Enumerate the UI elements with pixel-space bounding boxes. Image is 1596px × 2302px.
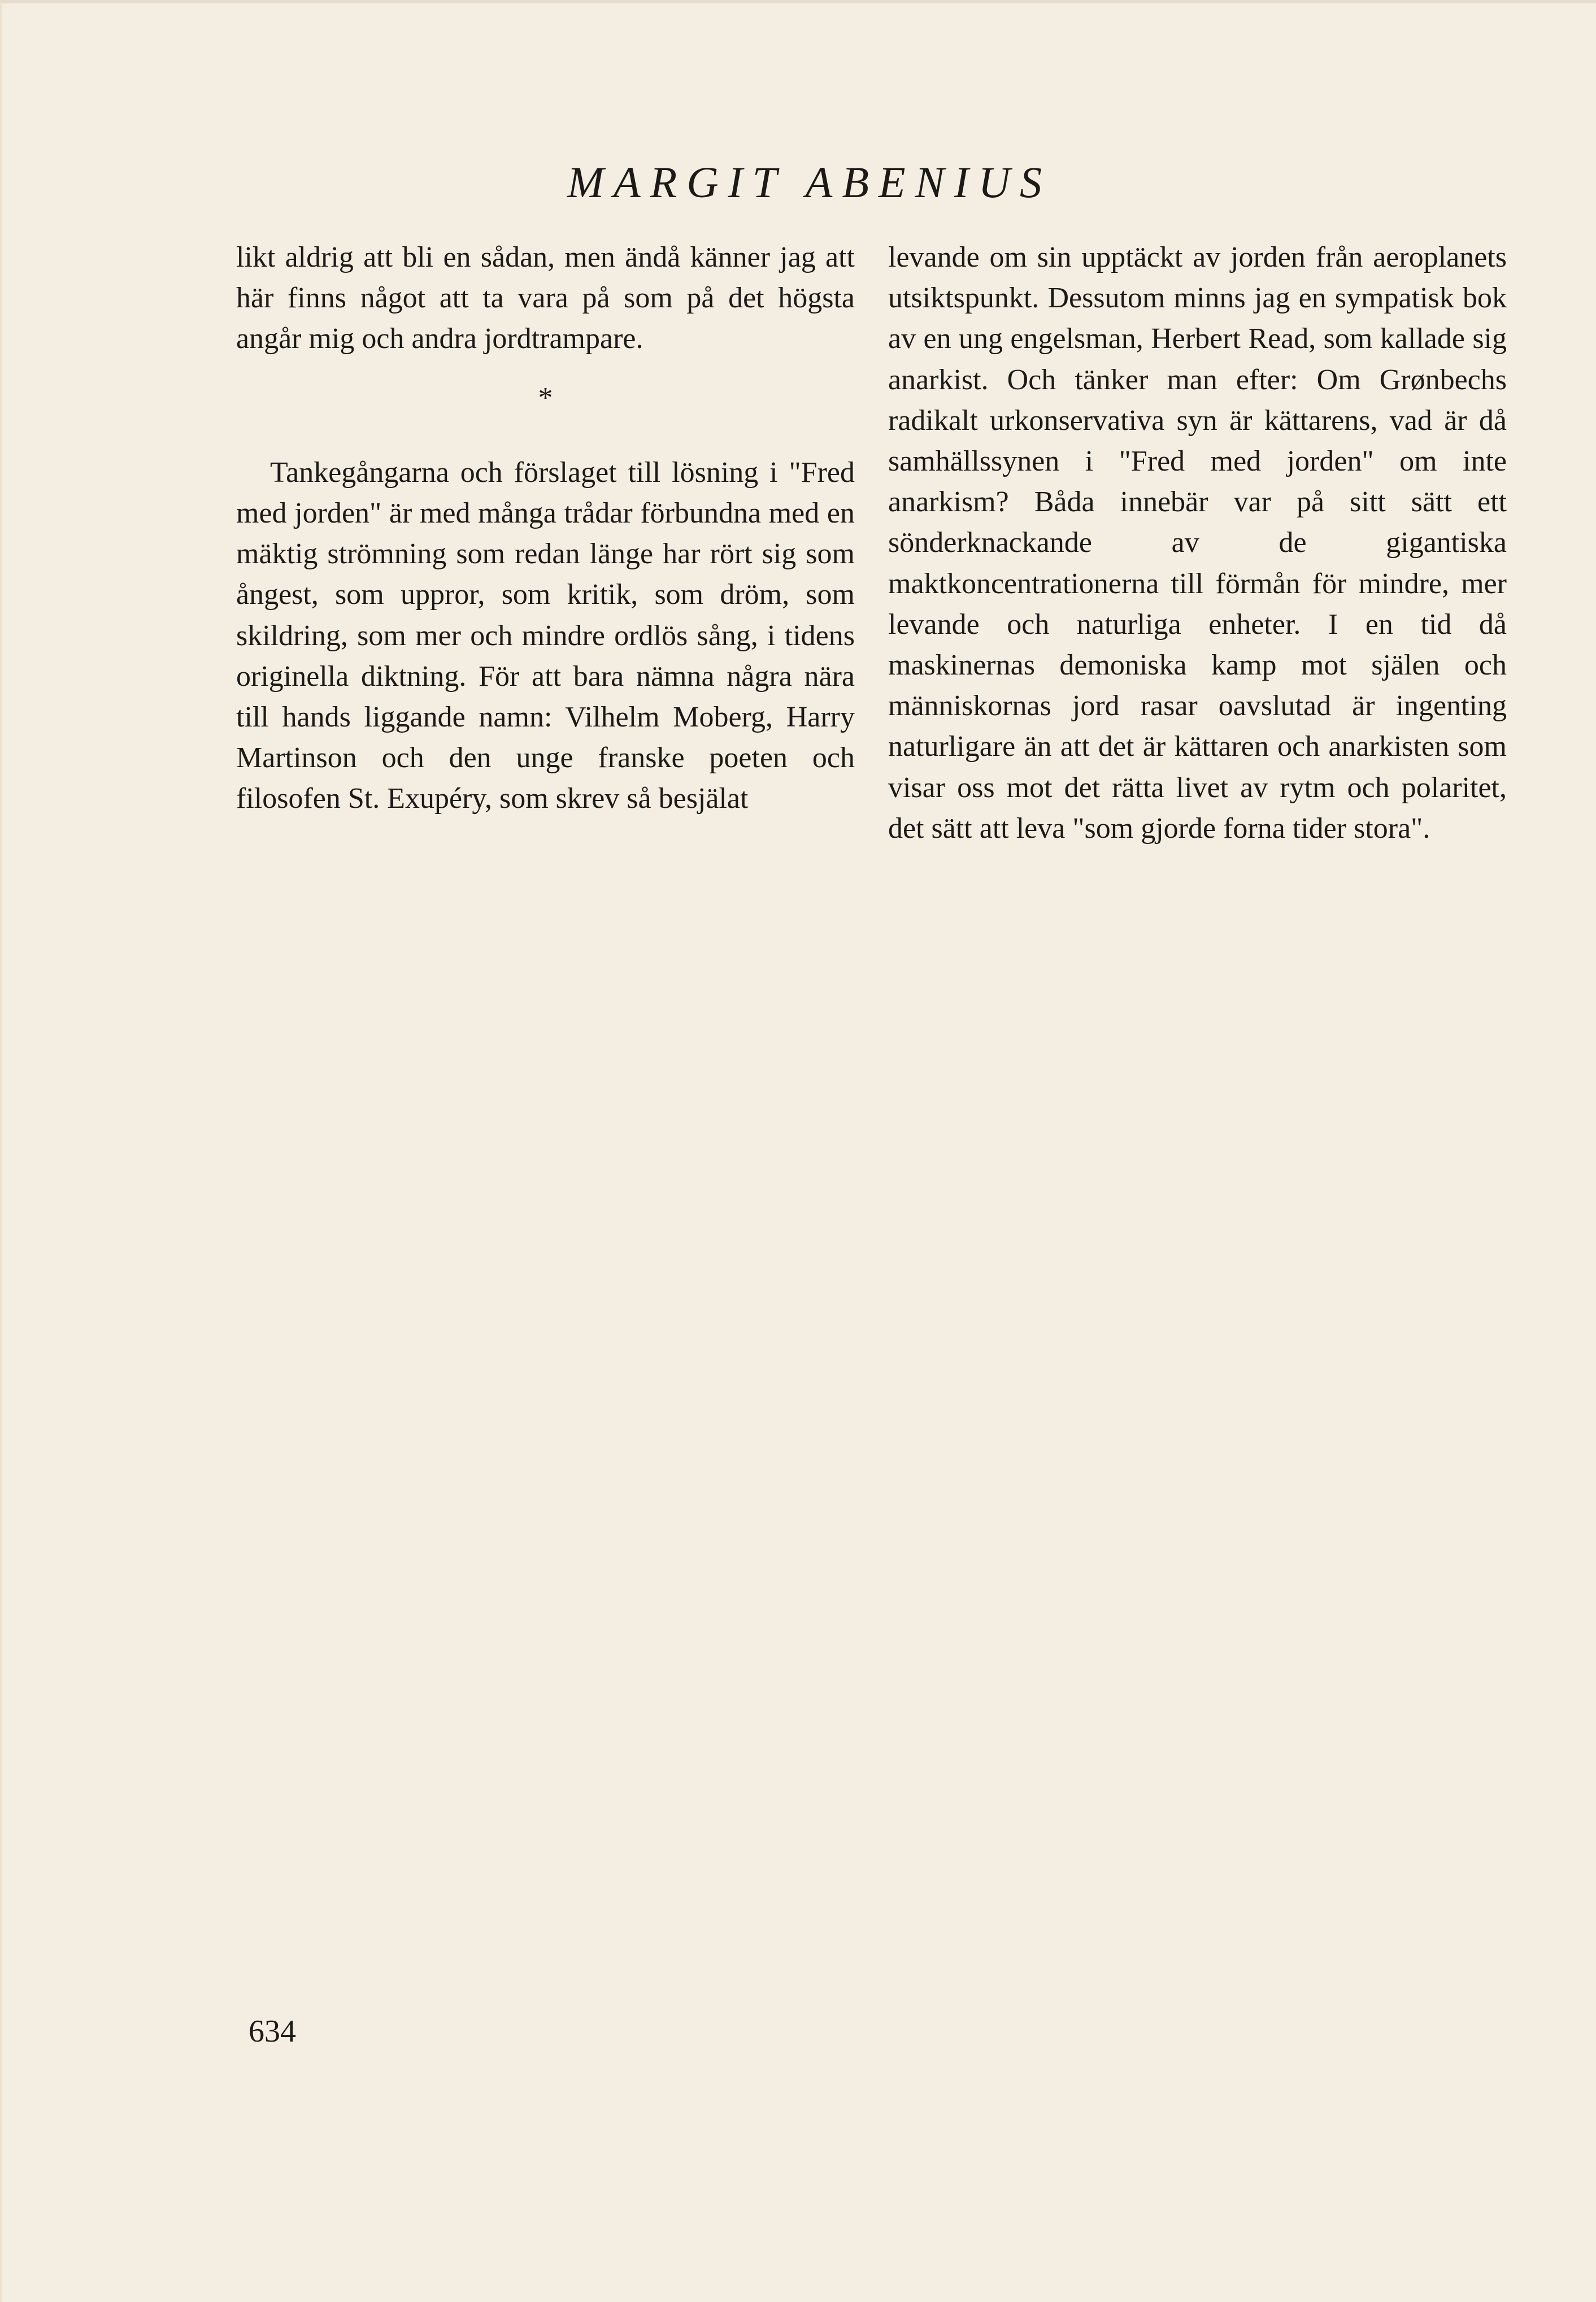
left-paragraph-1: likt aldrig att bli en sådan, men ändå känner jag att här finns något att ta vara på som på det högsta angår mig och andra jordtrampare. xyxy=(236,241,855,355)
right-paragraph-1: levande om sin upptäckt av jorden från aeroplanets utsiktspunkt. Dessutom minns jag en sympatisk bok av en ung engelsman, Herbert Read, som kallade sig anarkist. Och tänker man efter: Om Grønbechs radikalt urkonservativa syn är kättarens, vad är då samhällssynen i "Fred med jorden" om inte anarkism? Båda innebär var på sitt sätt ett sönderknackande av de gigantiska maktkoncentrationerna till förmån för mindre, mer levande och naturliga enheter. I en tid då maskinernas demoniska kamp mot själen och människornas jord rasar oavslutad är ingenting naturligare än att det är kättaren och anarkisten som visar oss mot det rätta livet av rytm och polaritet, det sätt att leva "som gjorde forna tider stora". xyxy=(888,241,1507,845)
section-separator: * xyxy=(538,381,553,414)
left-paragraph-2: Tankegångarna och förslaget till lösning i "Fred med jorden" är med många trådar förbundna med en mäktig strömning som redan länge har rört sig som ångest, som uppror, som kritik, som dröm, som skildring, som mer och mindre ordlös sång, i tidens originella diktning. För att bara nämna några nära till hands liggande namn: Vilhelm Moberg, Harry Martinson och den unge franske poeten och filosofen St. Exupéry, som skrev så besjälat xyxy=(236,456,855,815)
right-column xyxy=(888,237,1507,849)
running-head: MARGIT ABENIUS xyxy=(567,158,1051,207)
page-number: 634 xyxy=(249,2014,296,2049)
left-column xyxy=(236,237,855,820)
